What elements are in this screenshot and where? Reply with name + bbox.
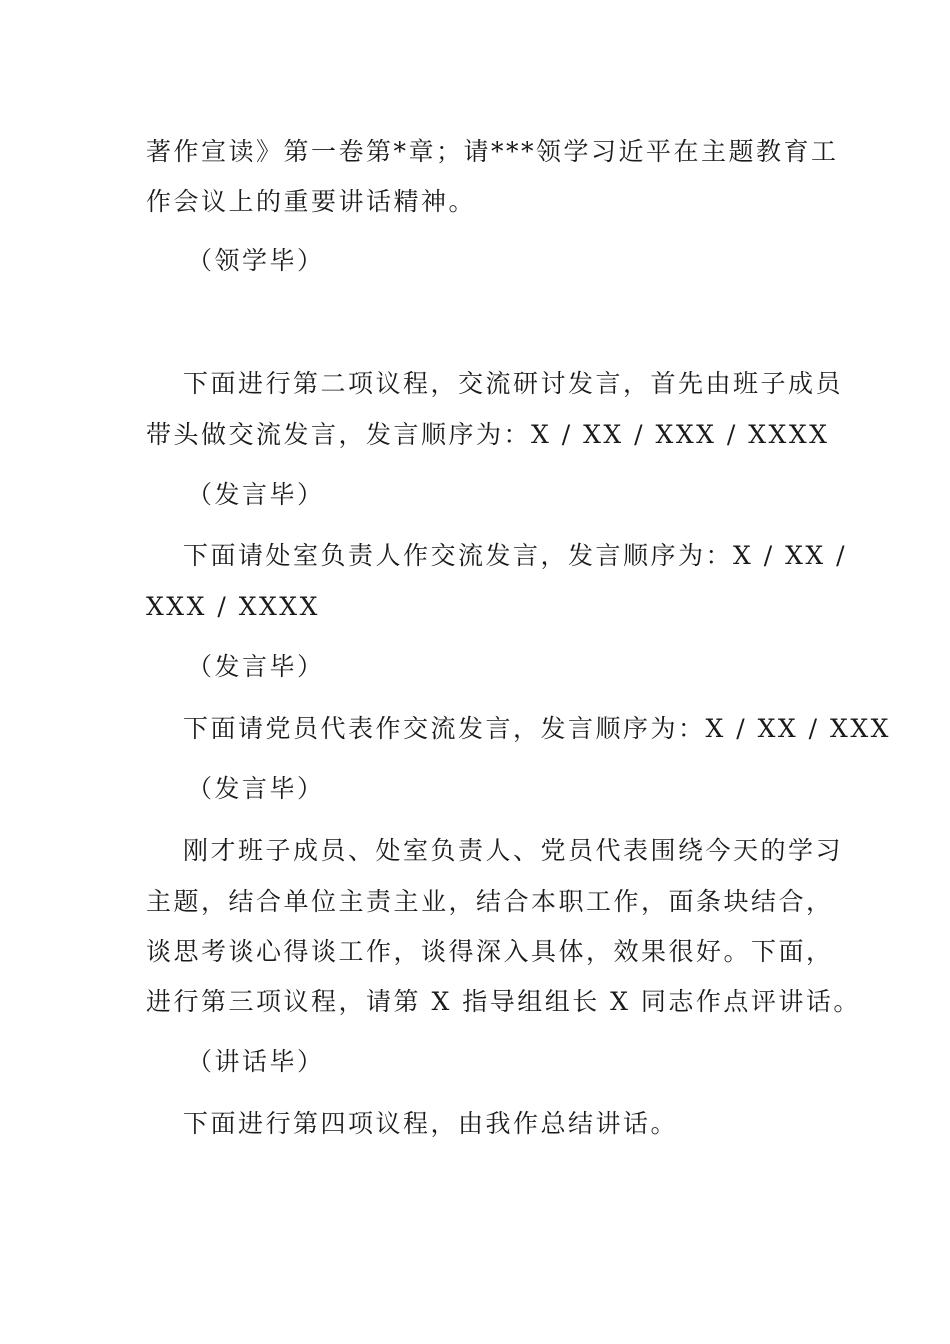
paragraph-line: 下面请处室负责人作交流发言，发言顺序为：X / XX / (183, 541, 848, 570)
paragraph-line: 下面进行第二项议程，交流研讨发言，首先由班子成员 (183, 369, 844, 398)
paragraph-line: 谈思考谈心得谈工作，谈得深入具体，效果很好。下面， (146, 937, 834, 966)
paragraph-line: 著作宣读》第一卷第*章；请***领学习近平在主题教育工 (146, 137, 839, 166)
paragraph-line: 作会议上的重要讲话精神。 (146, 187, 477, 216)
paragraph-line: 带头做交流发言，发言顺序为：X / XX / XXX / XXXX (146, 420, 830, 449)
stage-note: （讲话毕） (187, 1047, 325, 1076)
paragraph-line: 下面进行第四项议程，由我作总结讲话。 (183, 1109, 679, 1138)
paragraph-line: XXX / XXXX (146, 592, 320, 621)
stage-note: （发言毕） (187, 652, 325, 681)
paragraph-line: 刚才班子成员、处室负责人、党员代表围绕今天的学习 (183, 836, 844, 865)
stage-note: （发言毕） (187, 480, 325, 509)
stage-note: （发言毕） (187, 774, 325, 803)
paragraph-line: 下面请党员代表作交流发言，发言顺序为：X / XX / XXX (183, 714, 891, 743)
paragraph-line: 主题，结合单位主责主业，结合本职工作，面条块结合， (146, 887, 834, 916)
paragraph-line: 进行第三项议程，请第 X 指导组组长 X 同志作点评讲话。 (146, 987, 861, 1016)
stage-note: （领学毕） (187, 246, 325, 275)
